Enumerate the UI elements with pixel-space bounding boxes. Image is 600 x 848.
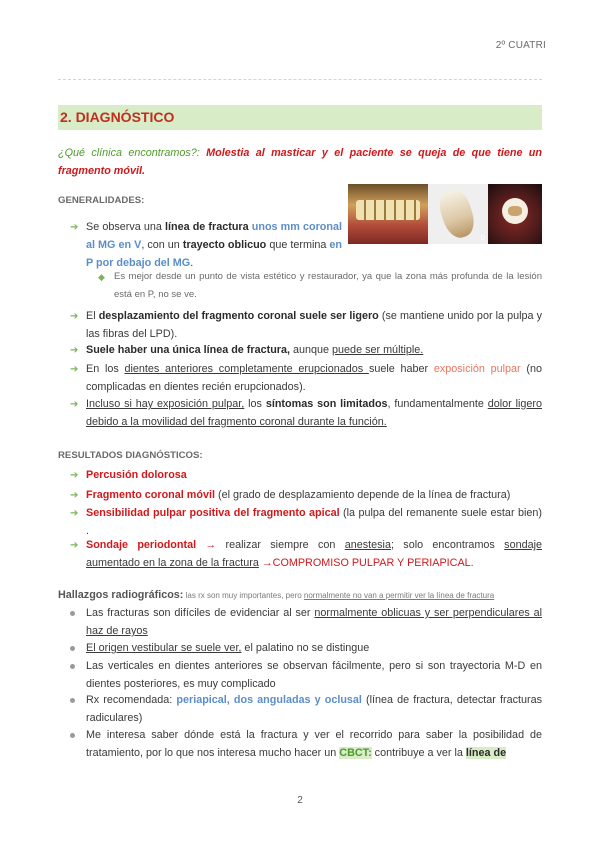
list-item: El desplazamiento del fragmento coronal suele ser ligero (se mantiene unido por la pulpa y las fibras del LPD). [86, 310, 542, 340]
arrow-bullet-icon: ➔ [70, 490, 79, 501]
page-number: 2 [297, 795, 303, 806]
list-item: Percusión dolorosa [86, 469, 187, 481]
arrow-bullet-icon: ➔ [70, 311, 79, 322]
bullet-dot-icon [70, 664, 75, 669]
list-item: Incluso si hay exposición pulpar, los síntomas son limitados, fundamentalmente dolor ligero debido a la movilidad del fragmento coronal durante la función. [86, 398, 542, 428]
list-subitem: Es mejor desde un punto de vista estético y restaurador, ya que la zona más profunda de la lesión está en P, no se ve. [114, 271, 542, 300]
clinical-photo-strip [348, 184, 542, 244]
clinical-photo-occlusal [488, 184, 542, 244]
bullet-dot-icon [70, 646, 75, 651]
page-header-label: 2º CUATRI [495, 40, 546, 51]
question-answer: Molestia al masticar y el paciente se queja de que tiene un fragmento móvil. [58, 147, 543, 177]
clinical-question [58, 144, 542, 180]
list-item: Me interesa saber dónde está la fractura y ver el recorrido para saber la posibilidad de tratamiento, por lo que nos interesa mucho hacer un CBCT: contribuye a ver la línea de [86, 729, 542, 759]
diamond-bullet-icon: ◆ [98, 272, 105, 282]
arrow-bullet-icon: ➔ [70, 399, 79, 410]
arrow-bullet-icon: ➔ [70, 540, 79, 551]
list-item: Las fracturas son difíciles de evidenciar al ser normalmente oblicuas y ser perpendiculares al haz de rayos [86, 607, 543, 637]
list-item: Sensibilidad pulpar positiva del fragmento apical (la pulpa del remanente suele estar bien) . [86, 507, 542, 537]
hallazgos-heading: Hallazgos radiográficos: las rx son muy importantes, pero normalmente no van a permitir ver la línea de fractura [58, 589, 495, 601]
resultados-heading: RESULTADOS DIAGNÓSTICOS: [58, 450, 203, 461]
generalidades-heading: GENERALIDADES: [58, 195, 145, 206]
header-divider [58, 79, 542, 80]
arrow-bullet-icon: ➔ [70, 345, 79, 356]
list-item: Sondaje periodontal → realizar siempre con anestesia; solo encontramos sondaje aumentado en la zona de la fractura →COMPROMISO PULPAR Y PERIAPICAL. [86, 539, 542, 569]
arrow-bullet-icon: ➔ [70, 222, 79, 233]
arrow-bullet-icon: ➔ [70, 508, 79, 519]
clinical-photo-extracted-tooth [428, 184, 488, 244]
list-item: Rx recomendada: periapical, dos anguladas y oclusal (línea de fractura, detectar fracturas radiculares) [86, 694, 542, 724]
clinical-photo-gingiva [348, 184, 428, 244]
section-title: 2. DIAGNÓSTICO [58, 105, 542, 130]
question-text: ¿Qué clínica encontramos?: [58, 147, 207, 159]
list-item: Suele haber una única línea de fractura, aunque puede ser múltiple. [86, 344, 424, 356]
list-item: Fragmento coronal móvil (el grado de desplazamiento depende de la línea de fractura) [86, 489, 511, 501]
list-item: En los dientes anteriores completamente erupcionados suele haber exposición pulpar (no complicadas en dientes recién erupcionados). [86, 363, 543, 393]
list-item: El origen vestibular se suele ver, el palatino no se distingue [86, 642, 370, 654]
list-item: Las verticales en dientes anteriores se observan fácilmente, pero si son trayectoria M-D en dientes posteriores, es muy complicado [86, 660, 542, 690]
bullet-dot-icon [70, 611, 75, 616]
arrow-bullet-icon: ➔ [70, 470, 79, 481]
list-item: Se observa una línea de fractura unos mm coronal al MG en V, con un trayecto oblicuo que termina en P por debajo del MG. [86, 221, 343, 269]
arrow-bullet-icon: ➔ [70, 364, 79, 375]
bullet-dot-icon [70, 733, 75, 738]
figure-label: b [480, 233, 485, 242]
bullet-dot-icon [70, 698, 75, 703]
